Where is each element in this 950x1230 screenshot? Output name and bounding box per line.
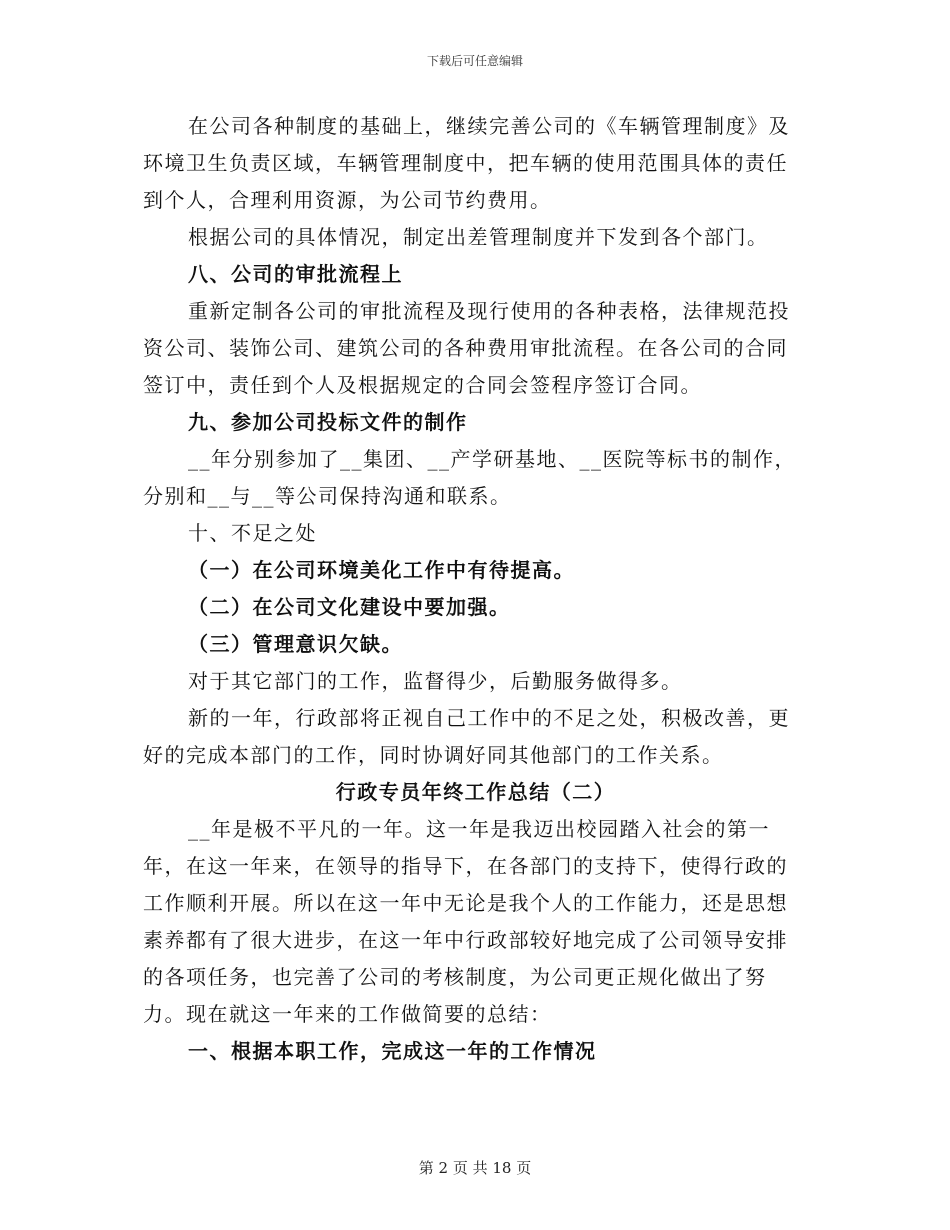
section-heading-8: 八、公司的审批流程上: [188, 262, 403, 286]
paragraph-year-summary: __年是极不平凡的一年。这一年是我迈出校园踏入社会的第一年，在这一年来，在领导的指导下，在各部门的支持下，使得行政的工作顺利开展。所以在这一年中无论是我个人的工作能力，还是思想素养都有了很大进步，在这一年中行政部较好地完成了公司领导安排的各项任务，也完善了公司的考核制度，为公司更正规化做出了努力。现在就这一年来的工作做简要的总结：: [143, 817, 788, 1026]
section-heading-10: 十、不足之处: [188, 521, 317, 545]
subheading-3: （三）管理意识欠缺。: [188, 632, 403, 656]
subheading-1: （一）在公司环境美化工作中有待提高。: [188, 558, 575, 582]
page-footer: 第 2 页 共 18 页: [418, 1159, 532, 1177]
paragraph-vehicle-management: 在公司各种制度的基础上，继续完善公司的《车辆管理制度》及环境卫生负责区域，车辆管理制度中，把车辆的使用范围具体的责任到个人，合理利用资源，为公司节约费用。: [143, 114, 790, 212]
document-title-2: 行政专员年终工作总结（二）: [335, 780, 616, 804]
paragraph-approval-process: 重新定制各公司的审批流程及现行使用的各种表格，法律规范投资公司、装饰公司、建筑公司的各种费用审批流程。在各公司的合同签订中，责任到个人及根据规定的合同会签程序签订合同。: [143, 299, 790, 397]
section-heading-9: 九、参加公司投标文件的制作: [188, 410, 468, 434]
paragraph-travel-policy: 根据公司的具体情况，制定出差管理制度并下发到各个部门。: [188, 225, 769, 249]
page-header: 下载后可任意编辑: [426, 54, 523, 68]
document-body: [143, 108, 808, 1070]
paragraph-supervision: 对于其它部门的工作，监督得少，后勤服务做得多。: [188, 669, 683, 693]
paragraph-bidding: __年分别参加了__集团、__产学研基地、__医院等标书的制作，分别和__与__等公司保持沟通和联系。: [143, 447, 796, 508]
section-heading-1: 一、根据本职工作，完成这一年的工作情况: [188, 1039, 597, 1063]
paragraph-new-year: 新的一年，行政部将正视自己工作中的不足之处，积极改善，更好的完成本部门的工作，同时协调好同其他部门的工作关系。: [143, 706, 790, 767]
subheading-2: （二）在公司文化建设中要加强。: [188, 595, 511, 619]
